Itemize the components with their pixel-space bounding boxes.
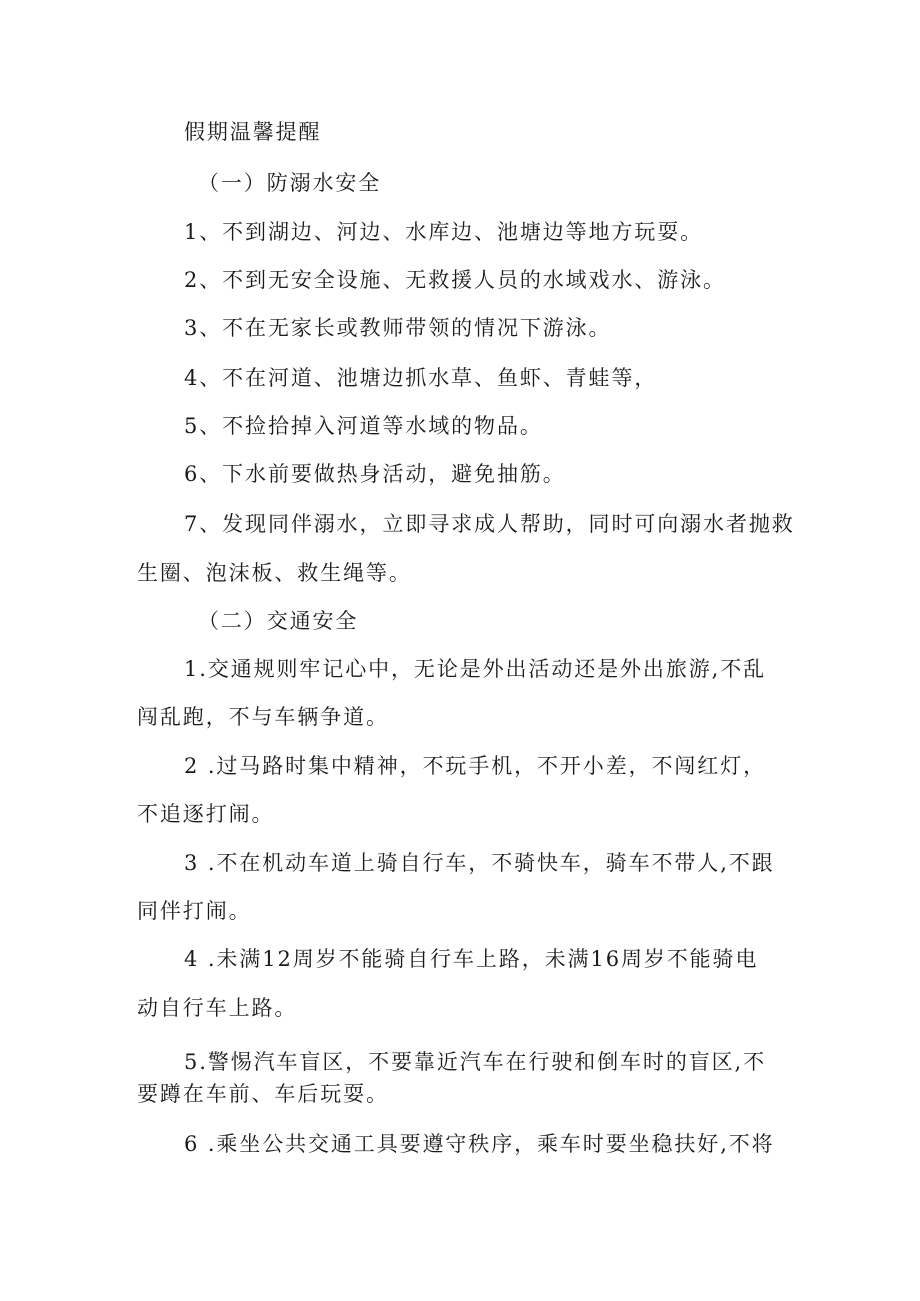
traffic-item-1: 1.交通规则牢记心中，无论是外出活动还是外出旅游,不乱	[184, 657, 767, 681]
drowning-item-7-cont: 生圈、泡沫板、救生绳等。	[137, 561, 412, 585]
document-title: 假期温馨提醒	[184, 120, 322, 144]
traffic-item-6: 6 .乘坐公共交通工具要遵守秩序，乘车时要坐稳扶好,不将	[184, 1132, 775, 1156]
drowning-item-5: 5、不捡拾掉入河道等水域的物品。	[184, 414, 543, 438]
traffic-item-3: 3 .不在机动车道上骑自行车，不骑快车，骑车不带人,不跟	[184, 851, 775, 875]
drowning-item-4: 4、不在河道、池塘边抓水草、鱼虾、青蛙等，	[184, 366, 658, 390]
drowning-item-3: 3、不在无家长或教师带领的情况下游泳。	[184, 316, 612, 340]
drowning-item-7: 7、发现同伴溺水，立即寻求成人帮助，同时可向溺水者抛救	[184, 512, 795, 536]
section-heading-drowning: （一）防溺水安全	[198, 171, 382, 195]
traffic-item-4: 4 .未满12周岁不能骑自行车上路，未满16周岁不能骑电	[184, 947, 759, 971]
traffic-item-5-cont: 要蹲在车前、车后玩耍。	[137, 1082, 389, 1106]
traffic-item-4-cont: 动自行车上路。	[137, 996, 298, 1020]
section-heading-traffic: （二）交通安全	[198, 609, 359, 633]
drowning-item-2: 2、不到无安全设施、无救援人员的水域戏水、游泳。	[184, 268, 726, 292]
drowning-item-1: 1、不到湖边、河边、水库边、池塘边等地方玩耍。	[184, 220, 704, 244]
traffic-item-2-cont: 不追逐打闹。	[137, 802, 275, 826]
traffic-item-5: 5.警惕汽车盲区，不要靠近汽车在行驶和倒车时的盲区,不	[184, 1050, 767, 1074]
traffic-item-3-cont: 同伴打闹。	[137, 899, 252, 923]
traffic-item-1-cont: 闯乱跑，不与车辆争道。	[137, 705, 389, 729]
drowning-item-6: 6、下水前要做热身活动，避免抽筋。	[184, 462, 566, 486]
traffic-item-2: 2 .过马路时集中精神，不玩手机，不开小差，不闯红灯，	[184, 754, 767, 778]
